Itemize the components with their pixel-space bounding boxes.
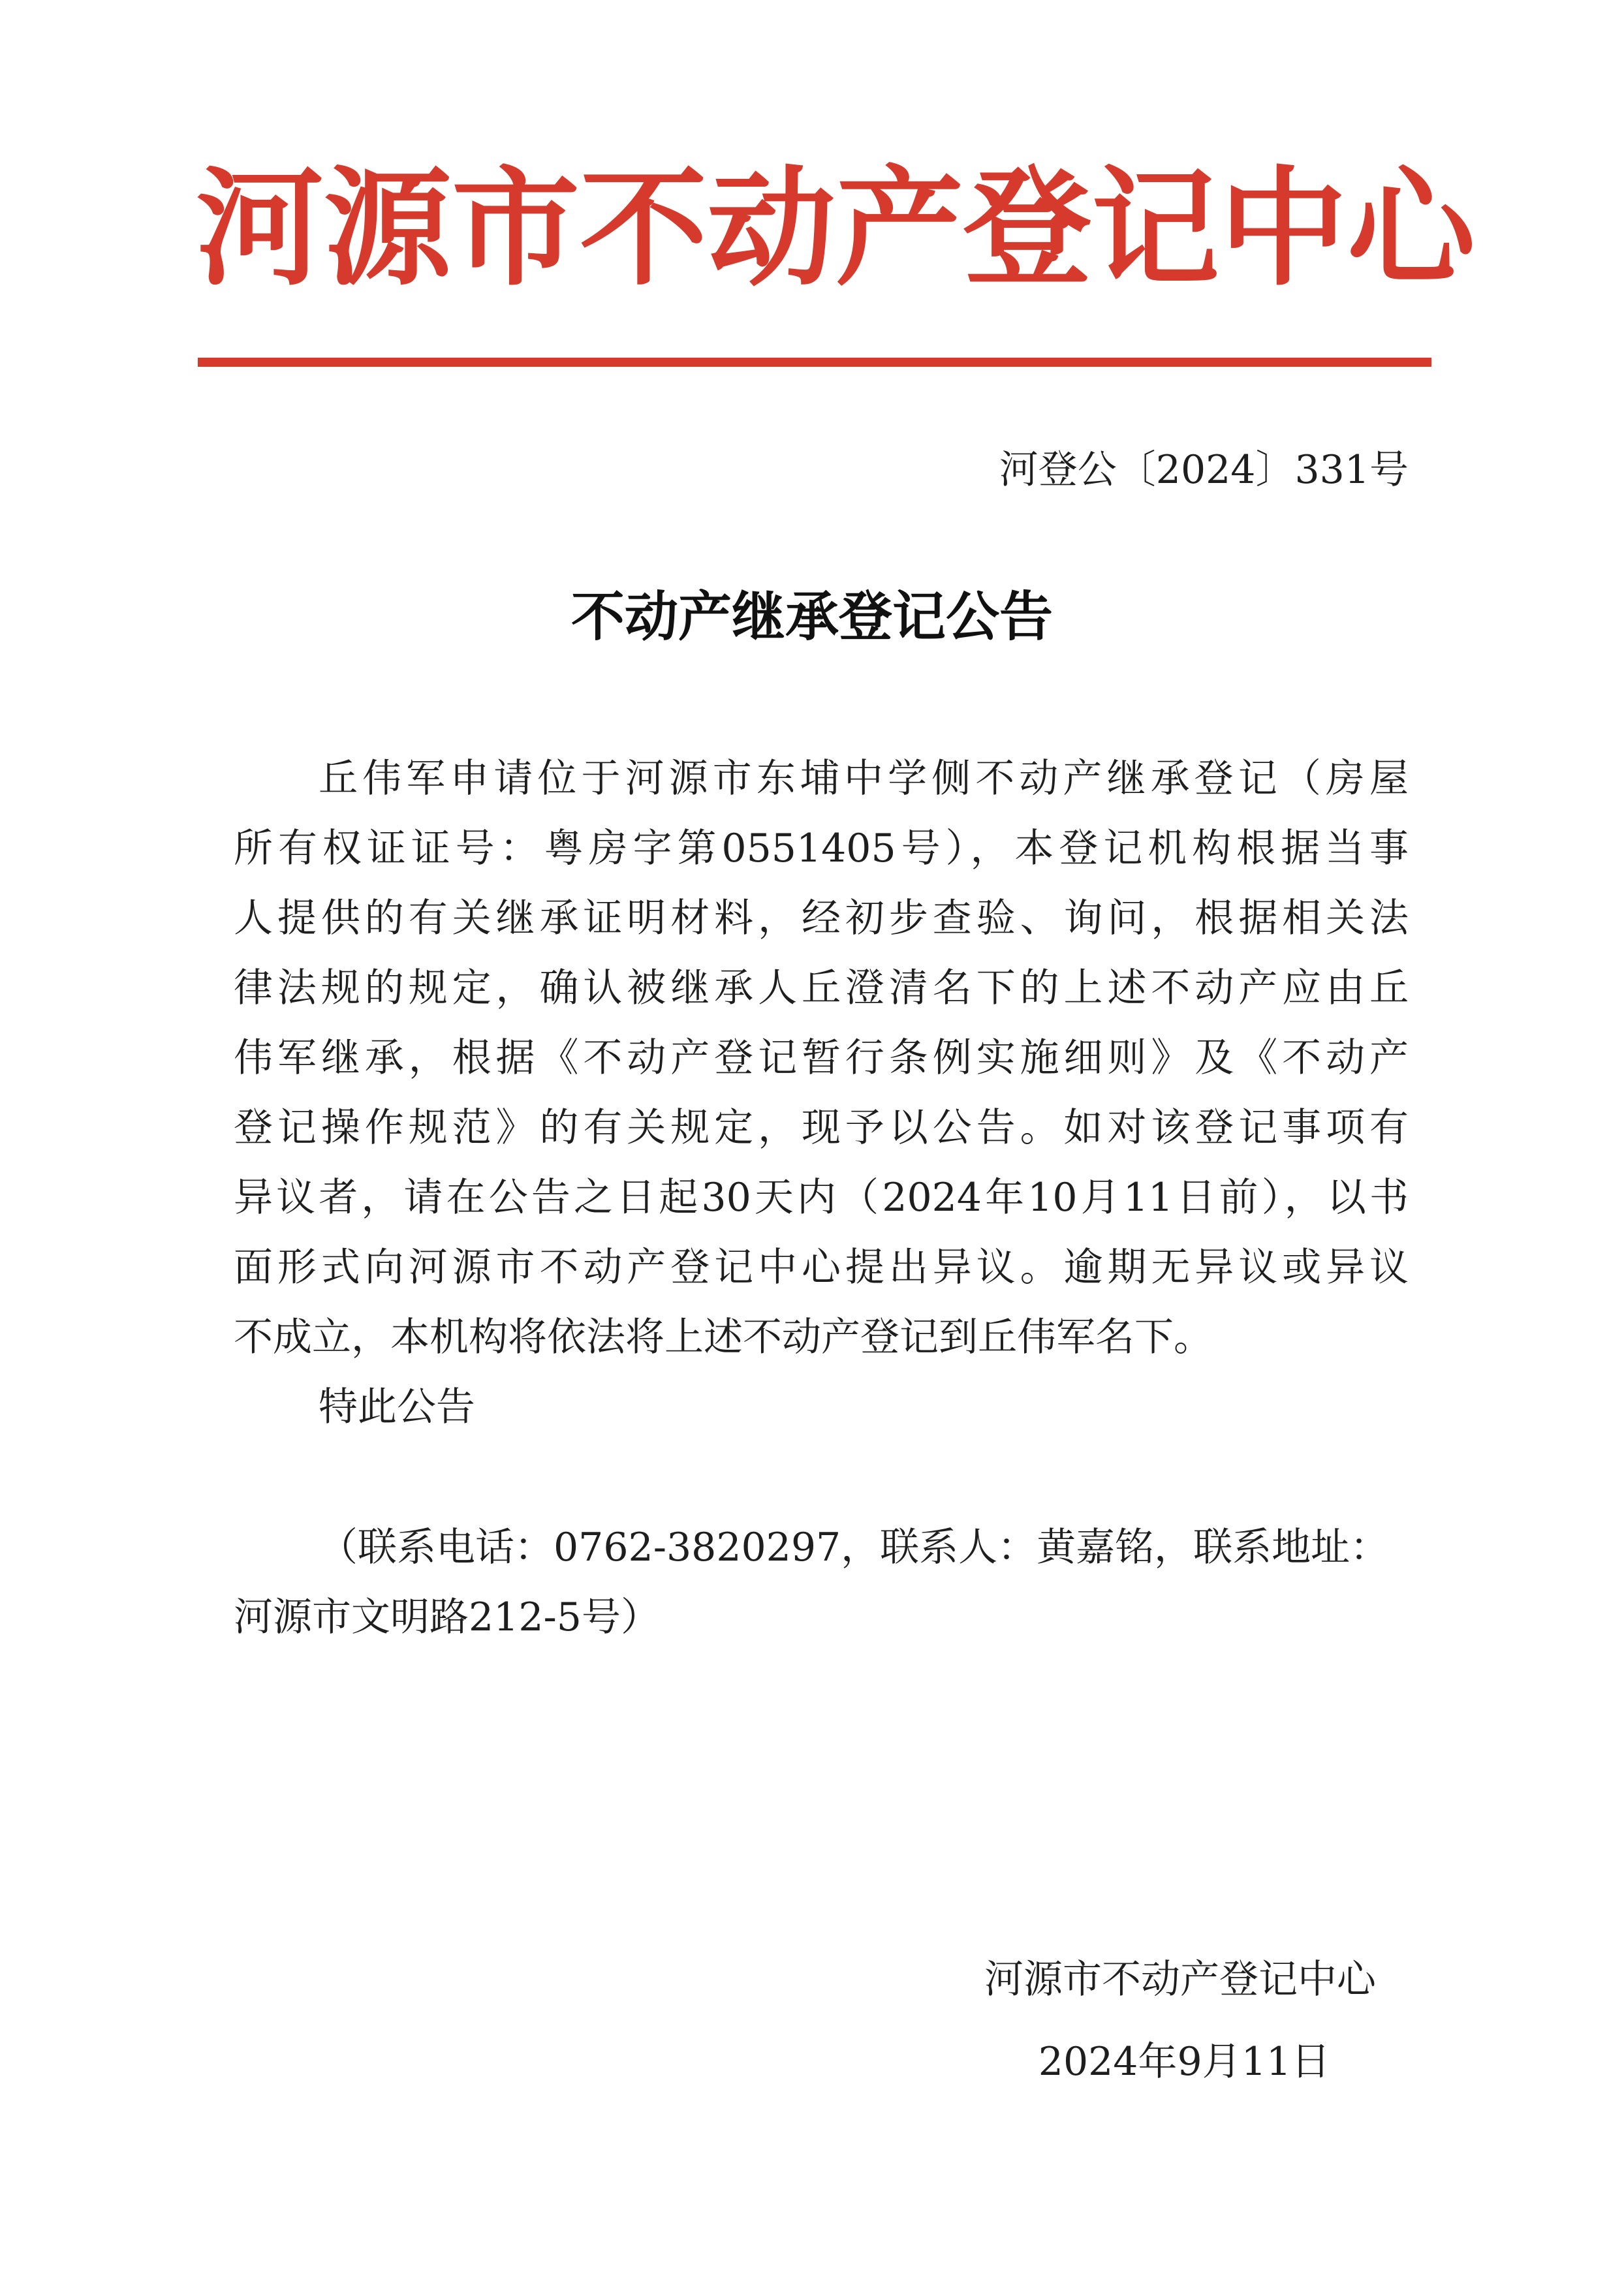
body-line: 不成立，本机构将依法将上述不动产登记到丘伟军名下。: [234, 1315, 1213, 1360]
header-char: 心: [1347, 153, 1476, 303]
body-line: 异议者，请在公告之日起30天内（2024年10月11日前），以书: [234, 1175, 1409, 1221]
agency-header-title: [196, 131, 1476, 326]
header-divider: [198, 358, 1431, 367]
header-char: 动: [708, 153, 836, 303]
document-body: [234, 744, 1409, 1442]
header-char: 不: [580, 153, 708, 303]
body-line: 丘伟军申请位于河源市东埔中学侧不动产继承登记（房屋: [319, 756, 1409, 801]
header-char: 中: [1219, 153, 1348, 303]
document-number: 河登公〔2024〕331号: [999, 447, 1409, 493]
body-line: 人提供的有关继承证明材料，经初步查验、询问，根据相关法: [234, 895, 1409, 941]
header-char: 产: [835, 153, 964, 303]
header-char: 市: [452, 153, 580, 303]
header-char: 源: [324, 153, 452, 303]
signature-organization: 河源市不动产登记中心: [984, 1957, 1376, 2002]
body-line: 律法规的规定，确认被继承人丘澄清名下的上述不动产应由丘: [234, 965, 1409, 1011]
header-char: 登: [963, 153, 1092, 303]
closing-remark: 特此公告: [319, 1384, 475, 1430]
contact-line: （联系电话：0762-3820297，联系人：黄嘉铭，联系地址：: [319, 1525, 1390, 1570]
body-line: 面形式向河源市不动产登记中心提出异议。逾期无异议或异议: [234, 1245, 1409, 1290]
body-line: 所有权证证号：粤房字第0551405号），本登记机构根据当事: [234, 826, 1409, 871]
header-char: 记: [1091, 153, 1220, 303]
signature-date: 2024年9月11日: [1038, 2039, 1330, 2085]
body-line: 登记操作规范》的有关规定，现予以公告。如对该登记事项有: [234, 1105, 1409, 1151]
contact-info: [234, 1513, 1409, 1653]
signature-block: [984, 1948, 1376, 2087]
contact-line: 河源市文明路212-5号）: [234, 1595, 660, 1640]
body-line: 伟军继承，根据《不动产登记暂行条例实施细则》及《不动产: [234, 1035, 1409, 1081]
document-title: 不动产继承登记公告: [570, 586, 1053, 648]
header-char: 河: [196, 153, 324, 303]
